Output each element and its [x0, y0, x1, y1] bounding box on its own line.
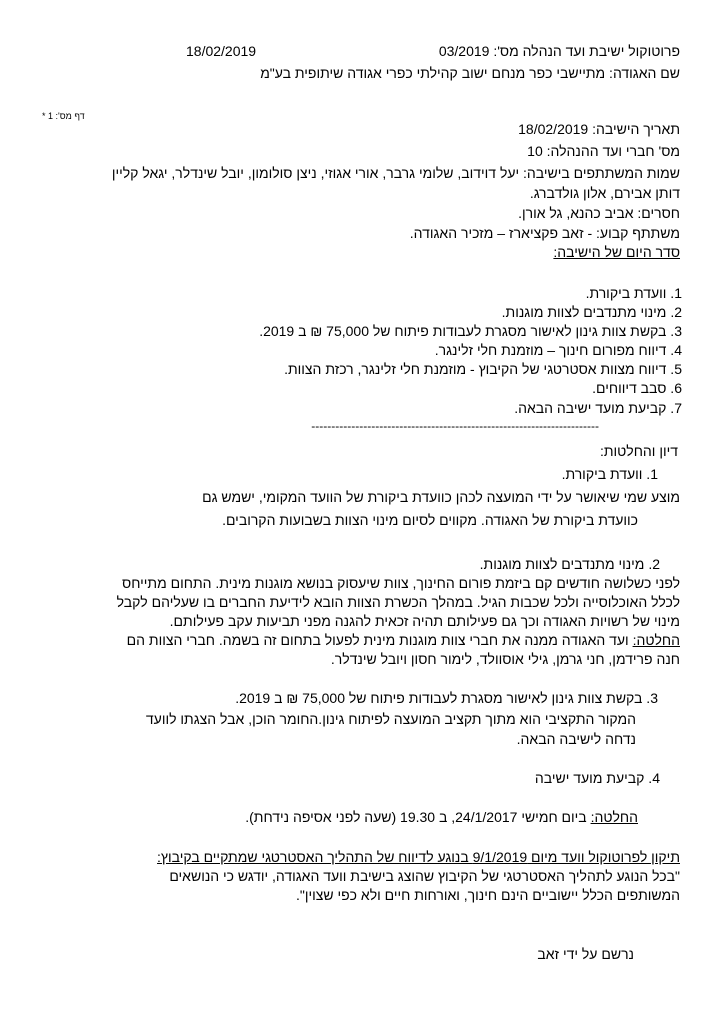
agenda-item-7: 7. קביעת מועד ישיבה הבאה.	[514, 400, 682, 416]
agenda-item-4: 4. דיווח מפורום חינוך – מוזמנת חלי זלינגר.	[434, 342, 682, 358]
item3-title: 3. בקשת צוות גינון לאישור מסגרת לעבודות פיתוח של 75,000 ₪ ב 2019.	[235, 690, 658, 706]
permanent-participant: משתתף קבוע: - זאב פקציארז – מזכיר האגודה.	[409, 225, 680, 241]
item2-decision-names: חנה פרידמן, חני גרמן, גילי אוסוולד, לימור חסון ויובל שינדלר.	[330, 651, 680, 667]
item4-title: 4. קביעת מועד ישיבה	[534, 770, 660, 786]
item2-decision-text: ועד האגודה ממנה את חברי צוות מוגנות מינית לפעול בתחום זה בשמה. חברי הצוות הם	[126, 632, 633, 648]
item2-decision-label: החלטה:	[632, 632, 680, 648]
association-name: שם האגודה: מתיישבי כפר מנחם ישוב קהילתי כפרי אגודה שיתופית בע"מ	[260, 65, 680, 81]
item3-text-2: נדחה לישיבה הבאה.	[516, 731, 636, 747]
signature: נרשם על ידי זאב	[537, 946, 634, 962]
agenda-item-1: 1. וועדת ביקורת.	[585, 285, 682, 301]
participants-line-2: דותן אבירם, אלון גולדברג.	[529, 185, 680, 201]
separator-line: ------------------------------------------------------------------------	[311, 419, 599, 433]
agenda-item-6: 6. סבב דיווחים.	[592, 380, 682, 396]
page-number: דף מס': 1 *	[42, 111, 85, 121]
agenda-item-5: 5. דיווח מצוות אסטרטגי של הקיבוץ - מוזמנת חלי זלינגר, רכזת הצוות.	[284, 361, 682, 377]
correction-text-2: המשותפים הכלל יישוביים הינם חינוך, ואורחות חיים ולא כפי שצוין".	[295, 887, 680, 903]
item2-text-2: לכלל האוכלוסייה ולכל שכבות הגיל. במהלך הכשרת הצוות הובא לידיעת החברים בו שעליהם לקבל	[116, 594, 680, 610]
item2-decision	[127, 632, 680, 649]
item2-title: 2. מינוי מתנדבים לצוות מוגנות.	[479, 556, 660, 572]
item2-text-1: לפני כשלושה חודשים קם ביזמת פורום החינוך, צוות שיעסוק בנושא מוגנות מינית. התחום מתייחס	[122, 575, 680, 591]
agenda-item-3: 3. בקשת צוות גינון לאישור מסגרת לעבודות פיתוח של 75,000 ₪ ב 2019.	[259, 323, 682, 339]
item2-text-3: מינוי של רשויות האגודה וכך גם פעילותם תהיה זכאית להגנה מפני תביעות עקב פעילותם.	[169, 613, 680, 629]
item1-text-1: מוצע שמי שיאושר על ידי המועצה לכהן כוועדת ביקורת של הוועד המקומי, ישמש גם	[202, 489, 680, 505]
discussion-title: דיון והחלטות:	[599, 443, 678, 459]
agenda-item-2: 2. מינוי מתנדבים לצוות מוגנות.	[501, 304, 682, 320]
item4-decision-text: ביום חמישי 24/1/2017, ב 19.30 (שעה לפני אסיפה נידחת).	[245, 809, 591, 825]
item1-title: 1. וועדת ביקורת.	[561, 466, 658, 482]
item3-text-1: המקור התקציבי הוא מתוך תקציב המועצה לפיתוח גינון.החומר הוכן, אבל הצגתו לוועד	[145, 711, 636, 727]
item4-decision-label: החלטה:	[590, 809, 638, 825]
participants-line-1: שמות המשתתפים בישיבה: יעל דוידוב, שלומי גרבר, אורי אגוזי, ניצן סולומון, יובל שינדלר, יגאל קליין	[111, 165, 680, 181]
meeting-date: תאריך הישיבה: 18/02/2019	[518, 121, 680, 137]
protocol-date: 18/02/2019	[186, 43, 257, 59]
protocol-title: פרוטוקול ישיבת ועד הנהלה מס': 03/2019	[438, 43, 680, 59]
item1-text-2: כוועדת ביקורת של האגודה. מקווים לסיום מינוי הצוות בשבועות הקרובים.	[222, 512, 638, 528]
agenda-title: סדר היום של הישיבה:	[553, 244, 680, 260]
absent-members: חסרים: אביב כהנא, גל אורן.	[518, 205, 680, 221]
correction-text-1: "בכל הנוגע לתהליך האסטרטגי של הקיבוץ שהוצג בישיבת וועד האגודה, יודגש כי הנושאים	[169, 868, 680, 884]
correction-title: תיקון לפרוטוקול וועד מיום 9/1/2019 בנוגע לדיווח של התהליך האסטרטגי שמתקיים בקיבוץ:	[157, 849, 680, 865]
members-count: מס' חברי ועד ההנהלה: 10	[527, 143, 680, 159]
item4-decision	[245, 809, 638, 826]
